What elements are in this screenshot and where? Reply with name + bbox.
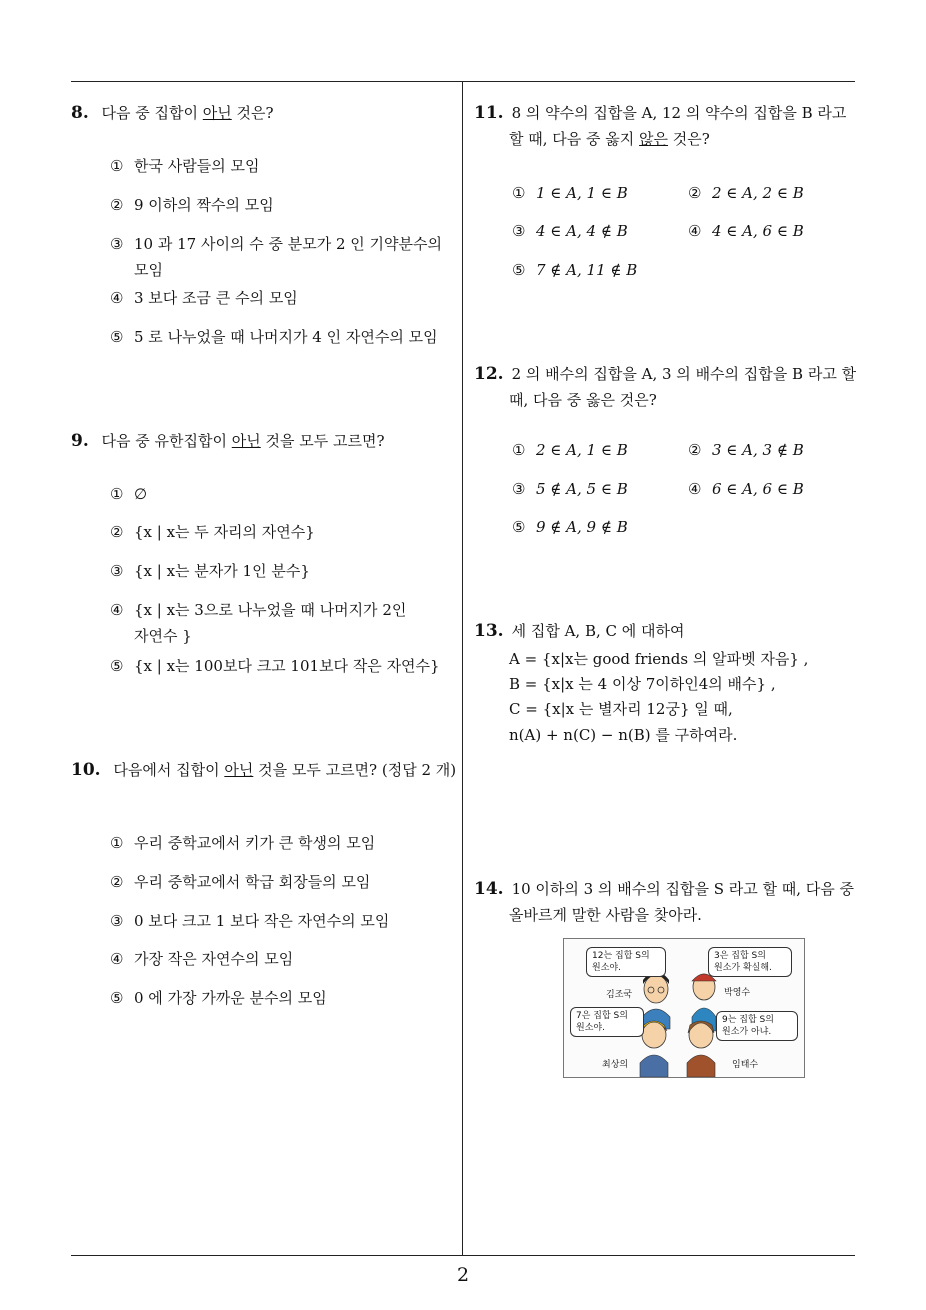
q12-option-4[interactable]: ④ 6 ∈ A, 6 ∈ B (688, 480, 804, 498)
q9-option-5[interactable]: ⑤ {x | x는 100보다 크고 101보다 작은 자연수} (110, 657, 440, 675)
q13-expression: n(A) + n(C) − n(B) 를 구하여라. (509, 726, 738, 744)
question-9 (71, 428, 385, 454)
q11-option-3[interactable]: ③ 4 ∈ A, 4 ∉ B (512, 222, 628, 240)
question-stem: 다음 중 집합이 아닌 것은? (101, 104, 274, 122)
name-lim: 임태수 (732, 1060, 759, 1070)
question-13 (474, 618, 685, 644)
q14-illustration (563, 938, 805, 1078)
q13-set-a: A = {x|x는 good friends 의 알파벳 자음} , (509, 650, 809, 668)
q12-option-1[interactable]: ① 2 ∈ A, 1 ∈ B (512, 441, 628, 459)
name-kim: 김조국 (606, 990, 633, 1000)
column-divider (462, 82, 463, 1255)
question-stem: 다음에서 집합이 아닌 것을 모두 고르면? (정답 2 개) (113, 761, 457, 779)
question-number: 13. (474, 621, 504, 641)
student-lim-icon (687, 1021, 715, 1077)
student-choi-icon (640, 1021, 668, 1077)
question-stem-line2: 올바르게 말한 사람을 찾아라. (509, 906, 702, 924)
speech-bubble-kim: 12는 집합 S의 원소야. (586, 947, 666, 977)
question-number: 14. (474, 879, 504, 899)
q9-option-2[interactable]: ② {x | x는 두 자리의 자연수} (110, 523, 315, 541)
q11-option-4[interactable]: ④ 4 ∈ A, 6 ∈ B (688, 222, 804, 240)
q9-option-1[interactable]: ① ∅ (110, 485, 148, 503)
student-kim-icon (642, 972, 670, 1030)
speech-bubble-lim: 9는 집합 S의 원소가 아냐. (716, 1011, 798, 1041)
name-park: 박영수 (724, 988, 751, 998)
q10-option-5[interactable]: ⑤ 0 에 가장 가까운 분수의 모임 (110, 989, 327, 1007)
question-stem: 10 이하의 3 의 배수의 집합을 S 라고 할 때, 다음 중 (511, 880, 855, 898)
question-stem-line2: 때, 다음 중 옳은 것은? (509, 391, 657, 409)
question-stem: 세 집합 A, B, C 에 대하여 (511, 622, 685, 640)
q11-option-5[interactable]: ⑤ 7 ∉ A, 11 ∉ B (512, 261, 638, 279)
speech-bubble-choi: 7은 집합 S의 원소야. (570, 1007, 644, 1037)
q10-option-1[interactable]: ① 우리 중학교에서 키가 큰 학생의 모임 (110, 834, 376, 852)
q11-option-1[interactable]: ① 1 ∈ A, 1 ∈ B (512, 184, 628, 202)
question-number: 9. (71, 431, 89, 451)
q13-set-c: C = {x|x 는 별자리 12궁} 일 때, (509, 700, 733, 718)
q13-set-b: B = {x|x 는 4 이상 7이하인4의 배수} , (509, 675, 776, 693)
question-12 (474, 361, 864, 413)
question-number: 8. (71, 103, 89, 123)
bottom-rule (71, 1255, 855, 1256)
top-rule (71, 81, 855, 82)
question-stem: 8 의 약수의 집합을 A, 12 의 약수의 집합을 B 라고 (511, 104, 847, 122)
q10-option-3[interactable]: ③ 0 보다 크고 1 보다 작은 자연수의 모임 (110, 912, 390, 930)
q10-option-4[interactable]: ④ 가장 작은 자연수의 모임 (110, 950, 294, 968)
question-number: 11. (474, 103, 504, 123)
q9-option-4[interactable]: ④ {x | x는 3으로 나누었을 때 나머지가 2인 자연수 } (110, 601, 407, 645)
question-number: 10. (71, 760, 101, 780)
question-number: 12. (474, 364, 504, 384)
question-stem: 2 의 배수의 집합을 A, 3 의 배수의 집합을 B 라고 할 (511, 365, 857, 383)
q11-option-2[interactable]: ② 2 ∈ A, 2 ∈ B (688, 184, 804, 202)
question-8 (71, 100, 274, 126)
name-choi: 최상의 (602, 1060, 629, 1070)
q12-option-2[interactable]: ② 3 ∈ A, 3 ∉ B (688, 441, 804, 459)
page-number: 2 (456, 1264, 470, 1286)
question-11 (474, 100, 859, 152)
question-14 (474, 876, 864, 928)
q8-option-2[interactable]: ② 9 이하의 짝수의 모임 (110, 196, 274, 214)
speech-bubble-park: 3은 집합 S의 원소가 확실해. (708, 947, 792, 977)
q9-option-3[interactable]: ③ {x | x는 분자가 1인 분수} (110, 562, 310, 580)
question-10 (71, 757, 456, 783)
question-stem: 다음 중 유한집합이 아닌 것을 모두 고르면? (101, 432, 385, 450)
q12-option-3[interactable]: ③ 5 ∉ A, 5 ∈ B (512, 480, 628, 498)
q12-option-5[interactable]: ⑤ 9 ∉ A, 9 ∉ B (512, 518, 628, 536)
q8-option-4[interactable]: ④ 3 보다 조금 큰 수의 모임 (110, 289, 298, 307)
q8-option-5[interactable]: ⑤ 5 로 나누었을 때 나머지가 4 인 자연수의 모임 (110, 328, 438, 346)
q8-option-3[interactable]: ③ 10 과 17 사이의 수 중 분모가 2 인 기약분수의 모임 (110, 235, 442, 279)
q10-option-2[interactable]: ② 우리 중학교에서 학급 회장들의 모임 (110, 873, 371, 891)
question-stem-line2: 할 때, 다음 중 옳지 않은 것은? (509, 130, 710, 148)
q8-option-1[interactable]: ① 한국 사람들의 모임 (110, 157, 260, 175)
